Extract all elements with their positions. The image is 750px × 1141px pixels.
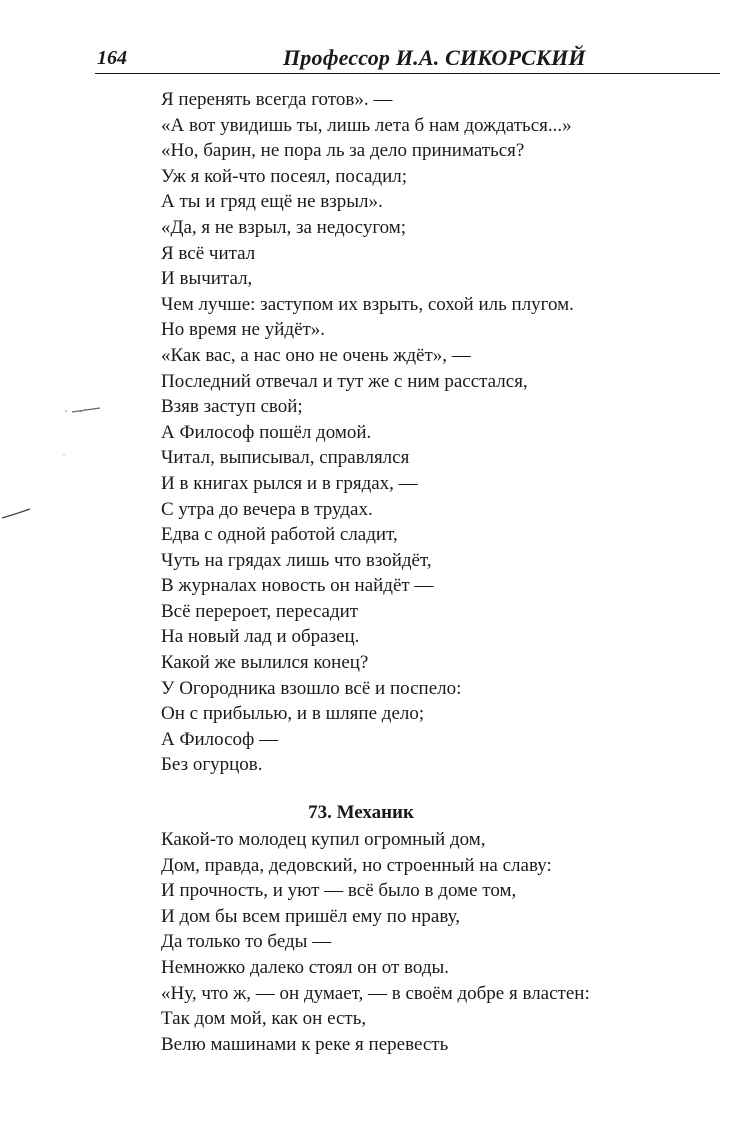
verse-line: Немножко далеко стоял он от воды. — [161, 956, 450, 978]
running-title: Профессор И.А. СИКОРСКИЙ — [283, 45, 586, 70]
page-number: 164 — [97, 47, 127, 69]
poem-mechanic — [161, 827, 701, 1057]
verse-line: В журналах новость он найдёт — — [161, 575, 434, 597]
header-rule — [95, 73, 720, 74]
verse-line: Чем лучше: заступом их взрыть, сохой иль плугом. — [161, 293, 574, 315]
verse-line: «Но, барин, не пора ль за дело приниматься? — [161, 140, 525, 162]
verse-line: Дом, правда, дедовский, но строенный на славу: — [161, 854, 552, 876]
verse-line: Без огурцов. — [161, 754, 263, 776]
verse-line: Уж я кой-что посеял, посадил; — [161, 165, 408, 187]
verse-line: Читал, выписывал, справлялся — [161, 447, 410, 469]
verse-line: Взяв заступ свой; — [161, 396, 303, 418]
verse-line: Едва с одной работой сладит, — [161, 524, 398, 546]
verse-line: У Огородника взошло всё и поспело: — [161, 677, 462, 699]
verse-line: И дом бы всем пришёл ему по нраву, — [161, 905, 460, 927]
verse-line: С утра до вечера в трудах. — [161, 498, 373, 520]
verse-line: «Да, я не взрыл, за недосугом; — [161, 216, 407, 238]
verse-line: На новый лад и образец. — [161, 626, 360, 648]
verse-line: Какой-то молодец купил огромный дом, — [161, 829, 486, 850]
verse-line: И вычитал, — [161, 268, 253, 290]
verse-line: Так дом мой, как он есть, — [161, 1008, 367, 1030]
verse-line: Велю машинами к реке я перевесть — [161, 1033, 449, 1055]
verse-line: Последний отвечал и тут же с ним расстался, — [161, 370, 528, 392]
page-header — [95, 44, 720, 74]
poem-continuation — [161, 87, 701, 778]
verse-line: Но время не уйдёт». — [161, 319, 326, 341]
verse-line: А Философ — — [161, 728, 279, 750]
verse-line: Да только то беды — — [161, 931, 332, 953]
verse-line: «Как вас, а нас оно не очень ждёт», — — [161, 344, 471, 366]
verse-line: А ты и гряд ещё не взрыл». — [161, 191, 383, 213]
verse-line: И прочность, и уют — всё было в доме том, — [161, 880, 517, 902]
margin-marks — [0, 395, 110, 535]
verse-line: «А вот увидишь ты, лишь лета б нам дождаться...» — [161, 114, 572, 136]
verse-line: Он с прибылью, и в шляпе дело; — [161, 703, 425, 725]
verse-line: Всё перероет, пересадит — [161, 600, 359, 622]
verse-line: Какой же вылился конец? — [161, 652, 369, 674]
verse-line: Чуть на грядах лишь что взойдёт, — [161, 549, 432, 571]
verse-line: И в книгах рылся и в грядах, — — [161, 472, 418, 494]
verse-line: А Философ пошёл домой. — [161, 421, 372, 443]
verse-line: Я всё читал — [161, 242, 256, 264]
verse-line: Я перенять всегда готов». — — [161, 89, 393, 110]
section-title: 73. Механик — [308, 802, 414, 823]
verse-line: «Ну, что ж, — он думает, — в своём добре я властен: — [161, 982, 590, 1004]
